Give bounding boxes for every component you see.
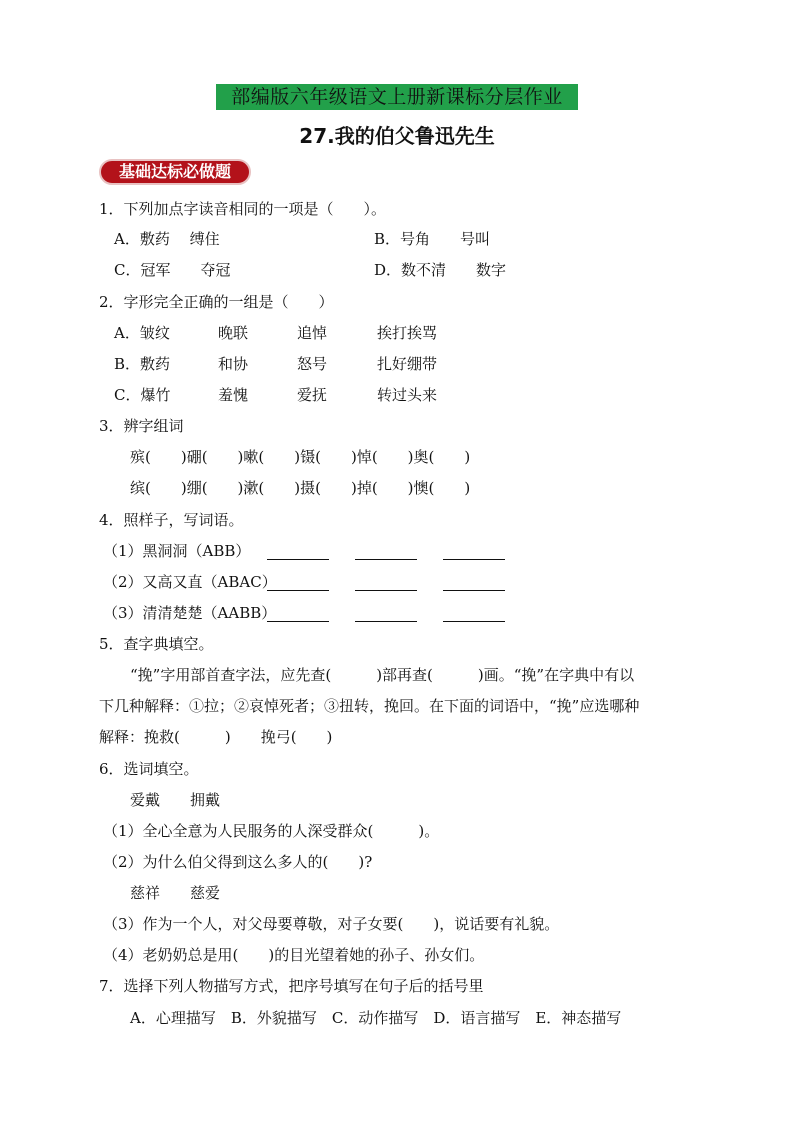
q4-item-3-blank-2[interactable] (355, 607, 417, 622)
q4-stem: 4．照样子，写词语。 (99, 511, 244, 529)
lesson-title: 27.我的伯父鲁迅先生 (299, 124, 495, 148)
q2-a-3: 追悼 (297, 324, 328, 342)
q6-sentence-4: （4）老奶奶总是用( )的目光望着她的孙子、孙女们。 (103, 946, 485, 964)
q1-option-d: D．数不清 数字 (374, 261, 507, 279)
q4-item-1-blank-1[interactable] (267, 545, 329, 560)
q6-stem: 6．选词填空。 (99, 760, 199, 778)
q6-sentence-2: （2）为什么伯父得到这么多人的( )? (103, 853, 373, 871)
q2-b-4: 扎好绷带 (377, 355, 438, 373)
q2-a-2: 晚联 (218, 324, 249, 342)
q6-sentence-1: （1）全心全意为人民服务的人深受群众( )。 (103, 822, 440, 840)
q3-row-2: 缤( )绷( )漱( )摄( )掉( )懊( ) (130, 479, 471, 497)
q1-option-a: A．敷药 缚住 (114, 230, 220, 248)
q2-stem: 2．字形完全正确的一组是（ ） (99, 293, 334, 311)
q2-c-3: 爱抚 (297, 386, 328, 404)
q2-c-4: 转过头来 (377, 386, 438, 404)
q4-item-1-blank-3[interactable] (443, 545, 505, 560)
q1-option-b: B．号角 号叫 (374, 230, 491, 248)
q2-b-1: B．敷药 (114, 355, 171, 373)
q7-stem: 7．选择下列人物描写方式，把序号填写在句子后的括号里 (99, 977, 484, 995)
q5-paragraph-line-3: 解释：挽救( ) 挽弓( ) (99, 728, 333, 746)
q6-word-choices-1: 爱戴 拥戴 (130, 791, 221, 809)
q1-option-c: C．冠军 夺冠 (114, 261, 231, 279)
q5-stem: 5．查字典填空。 (99, 635, 214, 653)
q2-b-3: 怒号 (297, 355, 328, 373)
section-badge: 基础达标必做题 (99, 159, 251, 185)
q3-stem: 3．辨字组词 (99, 417, 184, 435)
q2-c-1: C．爆竹 (114, 386, 171, 404)
q2-c-2: 羞愧 (218, 386, 249, 404)
q4-item-2-blank-3[interactable] (443, 576, 505, 591)
q2-a-1: A．皱纹 (114, 324, 170, 342)
q6-sentence-3: （3）作为一个人，对父母要尊敬，对子女要( )，说话要有礼貌。 (103, 915, 560, 933)
series-title: 部编版六年级语文上册新课标分层作业 (216, 84, 578, 110)
q4-item-3: （3）清清楚楚（AABB） (103, 604, 277, 622)
q4-item-2-blank-2[interactable] (355, 576, 417, 591)
q2-a-4: 挨打挨骂 (377, 324, 438, 342)
q4-item-2: （2）又高又直（ABAC） (103, 573, 277, 591)
q3-row-1: 殡( )硼( )嗽( )镊( )悼( )奥( ) (130, 448, 471, 466)
q4-item-1: （1）黑洞洞（ABB） (103, 542, 251, 560)
q5-paragraph-line-2: 下几种解释：①拉；②哀悼死者；③扭转，挽回。在下面的词语中，“挽”应选哪种 (99, 697, 640, 715)
q2-b-2: 和协 (218, 355, 249, 373)
q4-item-3-blank-3[interactable] (443, 607, 505, 622)
q4-item-3-blank-1[interactable] (267, 607, 329, 622)
q5-paragraph-line-1: “挽”字用部首查字法，应先查( )部再查( )画。“挽”在字典中有以 (130, 666, 635, 684)
q4-item-2-blank-1[interactable] (267, 576, 329, 591)
q4-item-1-blank-2[interactable] (355, 545, 417, 560)
q7-options: A．心理描写 B．外貌描写 C．动作描写 D．语言描写 E．神态描写 (130, 1009, 622, 1027)
q6-word-choices-2: 慈祥 慈爱 (130, 884, 221, 902)
q1-stem: 1．下列加点字读音相同的一项是（ ）。 (99, 200, 387, 218)
